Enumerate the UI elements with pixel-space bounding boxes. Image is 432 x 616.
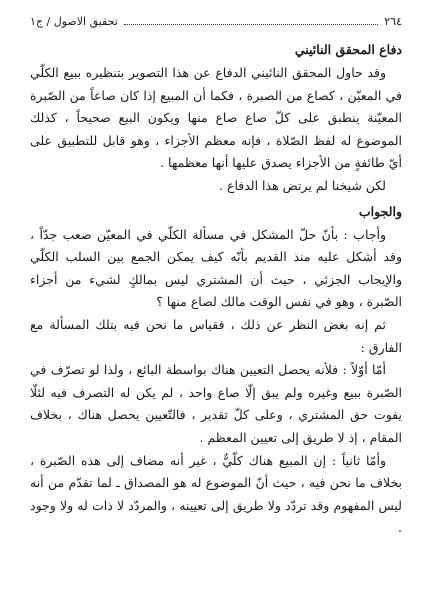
paragraph-naini-defense: وقد حاول المحقق النائيني الدفاع عن هذا التصوير بتنظيره ببيع الكلّي في المعيّن ، كصاع من الصبرة ، فكما أن المبيع إذا كان صاعاً من الصّبرة المعيّنة ينطبق على كلّ صاع صاع منها ويكون البيع صحيحاً ، كذلك الموضوع له لفظ الصّلاة ، فإنه معظم الأجزاء ، وهو قابل للتطبيق على أيّ طائفةٍ من الأجزاء يصدق عليها أنها معظمها .: [30, 65, 402, 171]
paragraph-second-point: وأمّا ثانياً : إن المبيع هناك كلّيٌّ ، غير أنه مضاف إلى هذه الصّبرة ، بخلاف ما نحن فيه ، حيث أنّ الموضوع له هو المصداق ـ لما تقدّم من أنه ليس المفهوم وقد تردّد ولا طريق إلى تعيينه ، والمردّد لا ذات له ولا وجود .: [30, 452, 402, 536]
paragraph-difference: ثم إنه بغض النظر عن ذلك ، فقياس ما نحن فيه بتلك المسألة مع الفارق :: [30, 316, 402, 355]
header-dotted-leader: [124, 14, 378, 25]
paragraph-rejection: لكن شيخنا لم يرتض هذا الدفاع .: [219, 177, 386, 193]
running-header: [30, 14, 402, 30]
book-page: [30, 14, 402, 606]
running-title: تحقيق الاصول / ج١: [30, 15, 118, 28]
paragraph-answer: وأجاب : بأنّ حلّ المشكل في مسألة الكلّي في المعيّن صعب جدّاً ، وقد أشكل عليه منذ القديم بأنّه كيف يمكن الجمع بين السلب الكلّي والإيجاب الجزئي ، حيث أن المشتري ليس بمالكٍ لشيء من أجزاء الصّبرة ، وهو في نفس الوقت مالك لصاع منها ؟: [30, 226, 402, 310]
paragraph-first-point: أمّا أوّلاً : فلأنه يحصل التعيين هناك بواسطة البائع ، ولذا لو تصرّف في الصّبرة ببيع وغيره ولم يبق إلّا صاع واحد ، لم يكن له التصرف فيه لئلّا يفوت حق المشتري ، وعلى كلّ تقدير ، فالتّعيين يحصل هناك ، بخلاف المقام ، إذ لا طريق إلى تعيين المعظم .: [30, 362, 402, 445]
section-heading-naini-defense: دفاع المحقق النائيني: [294, 42, 402, 57]
section-heading-answer: والجواب: [358, 203, 402, 219]
page-number: ٢٦٤: [384, 15, 402, 28]
